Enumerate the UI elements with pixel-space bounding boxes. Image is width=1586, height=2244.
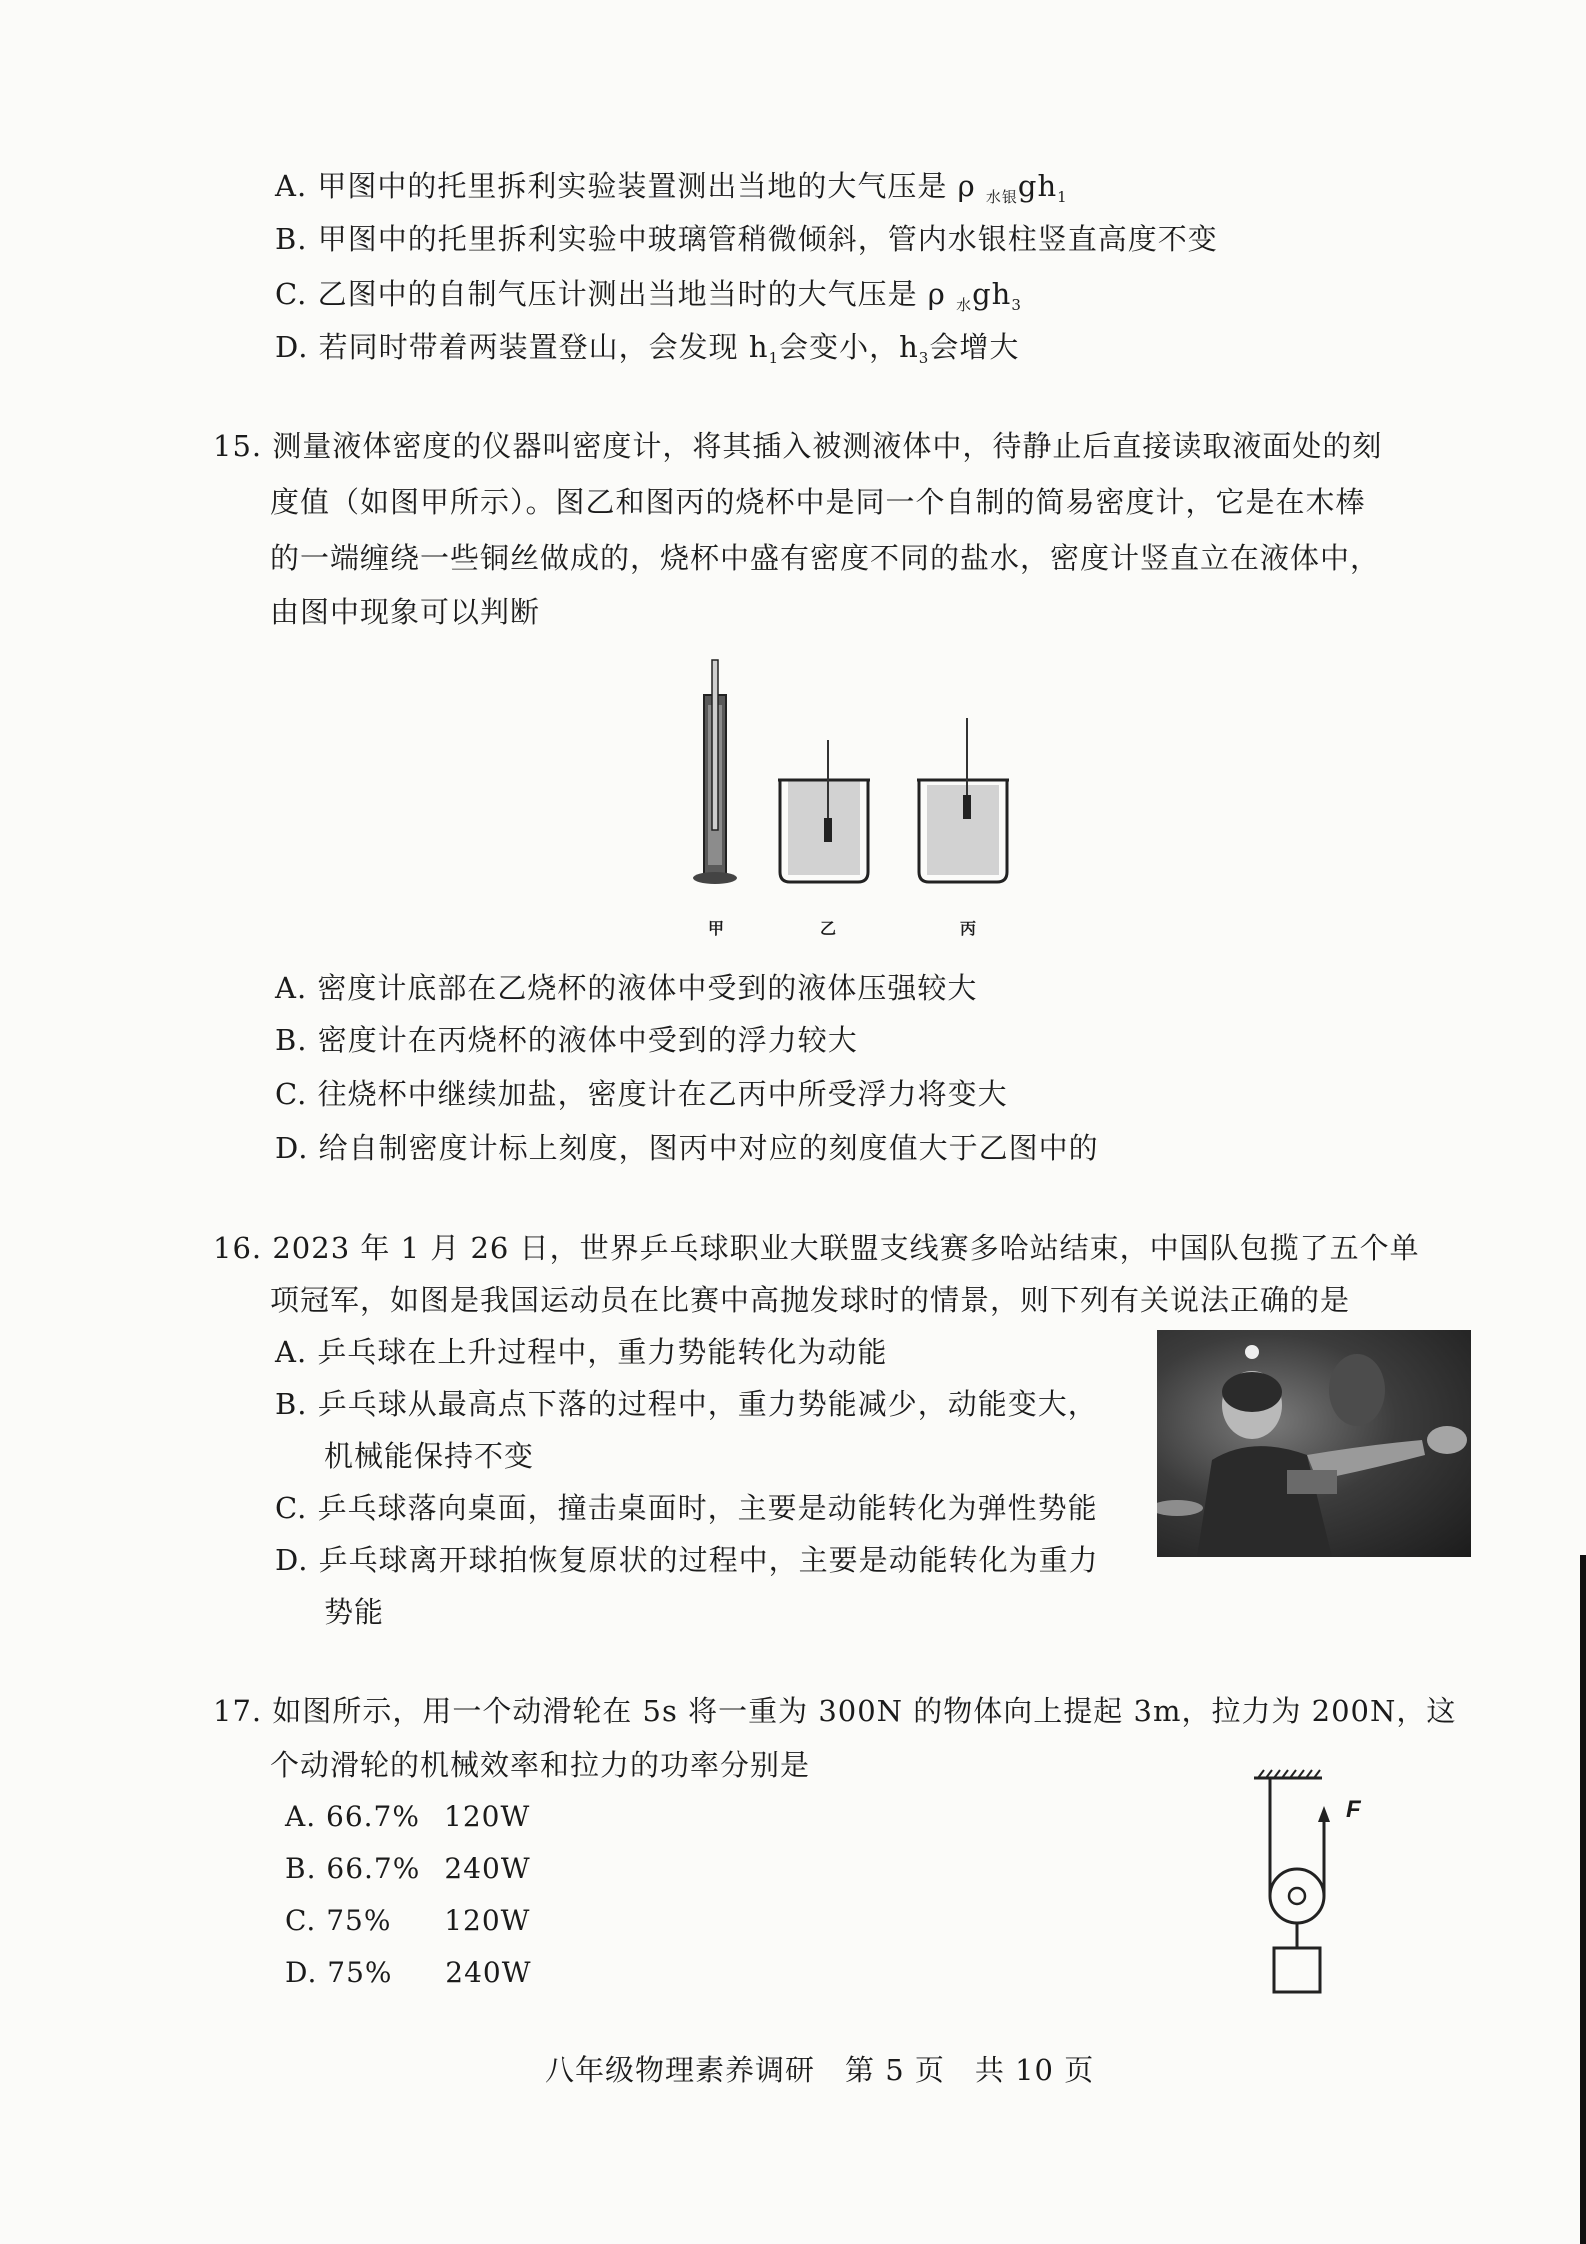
athlete-silhouette-icon <box>1157 1330 1471 1557</box>
q16-option-d-cont: 势能 <box>324 1595 385 1629</box>
q17-option-a <box>285 1797 530 1837</box>
q15-stem-line-1: 15. 测量液体密度的仪器叫密度计，将其插入被测液体中，待静止后直接读取液面处的刻 <box>213 429 1383 463</box>
q17-option-d-eff: 75% <box>327 1956 393 1989</box>
q15-option-d: D. 给自制密度计标上刻度，图丙中对应的刻度值大于乙图中的 <box>275 1131 1099 1165</box>
graduated-cylinder <box>693 660 737 884</box>
q14-option-c-suffix: gh <box>972 277 1012 311</box>
q14-option-c-sub: 水 <box>956 296 973 314</box>
q17-option-d-letter: D. <box>285 1956 318 1989</box>
q17-option-c-letter: C. <box>285 1904 317 1937</box>
q15-option-b: B. 密度计在丙烧杯的液体中受到的浮力较大 <box>275 1023 858 1057</box>
q14-option-a-sub2: 1 <box>1057 188 1068 206</box>
q16-option-a: A. 乒乓球在上升过程中，重力势能转化为动能 <box>275 1335 888 1369</box>
figure-label-bing: 丙 <box>960 919 977 938</box>
q17-option-a-eff: 66.7% <box>326 1800 420 1833</box>
q17-option-a-letter: A. <box>285 1800 317 1833</box>
q17-option-b <box>285 1849 531 1889</box>
q14-option-a <box>275 166 1068 211</box>
q14-option-d-p3: 会增大 <box>929 330 1020 364</box>
q14-option-c <box>275 274 1022 319</box>
force-label: F <box>1346 1796 1361 1823</box>
q16-stem-line-1: 16. 2023 年 1 月 26 日，世界乒乓球职业大联盟支线赛多哈站结束，中国队包揽了五个单 <box>213 1231 1420 1265</box>
q15-stem-line-2: 度值（如图甲所示）。图乙和图丙的烧杯中是同一个自制的简易密度计，它是在木棒 <box>270 485 1366 519</box>
q17-option-b-eff: 66.7% <box>326 1852 421 1885</box>
beaker-yi <box>778 740 870 882</box>
q17-stem-line-1: 17. 如图所示，用一个动滑轮在 5s 将一重为 300N 的物体向上提起 3m，拉力为 200N，这 <box>213 1694 1457 1728</box>
scan-edge <box>1580 1555 1586 2244</box>
figure-label-jia: 甲 <box>708 919 725 938</box>
q14-option-c-sub2: 3 <box>1011 296 1022 314</box>
q14-option-d-p1: D. 若同时带着两装置登山，会发现 h <box>275 330 769 364</box>
q14-option-a-text: A. 甲图中的托里拆利实验装置测出当地的大气压是 ρ <box>275 169 986 203</box>
q17-option-c-power: 120W <box>444 1904 531 1937</box>
q17-option-d-power: 240W <box>445 1956 532 1989</box>
q14-option-b: B. 甲图中的托里拆利实验中玻璃管稍微倾斜，管内水银柱竖直高度不变 <box>275 222 1218 256</box>
force-arrow-icon <box>1318 1806 1330 1822</box>
q14-option-a-sub: 水银 <box>985 188 1018 206</box>
q14-option-a-suffix: gh <box>1017 169 1058 203</box>
q14-option-c-text: C. 乙图中的自制气压计测出当地当时的大气压是 ρ <box>275 277 957 311</box>
q17-stem-line-2: 个动滑轮的机械效率和拉力的功率分别是 <box>270 1748 811 1782</box>
q16-option-c: C. 乒乓球落向桌面，撞击桌面时，主要是动能转化为弹性势能 <box>275 1491 1098 1525</box>
q15-stem-line-4: 由图中现象可以判断 <box>270 595 541 629</box>
q15-stem-line-3: 的一端缠绕一些铜丝做成的，烧杯中盛有密度不同的盐水，密度计竖直立在液体中， <box>270 541 1381 575</box>
figure-label-yi: 乙 <box>820 919 837 938</box>
page-footer: 八年级物理素养调研 第 5 页 共 10 页 <box>545 2053 1095 2087</box>
table-tennis-photo <box>1157 1330 1471 1557</box>
q16-option-d: D. 乒乓球离开球拍恢复原状的过程中，主要是动能转化为重力 <box>275 1543 1099 1577</box>
q14-option-d-p2: 会变小，h <box>779 330 919 364</box>
q15-option-c: C. 往烧杯中继续加盐，密度计在乙丙中所受浮力将变大 <box>275 1077 1008 1111</box>
q14-option-d <box>275 327 1019 372</box>
q17-option-d <box>285 1953 532 1993</box>
hydrometer-figure <box>690 650 1030 910</box>
q17-option-b-letter: B. <box>285 1852 317 1885</box>
q17-option-c <box>285 1901 530 1941</box>
q17-option-b-power: 240W <box>444 1852 531 1885</box>
q14-option-d-s2: 3 <box>918 349 930 367</box>
q17-option-c-eff: 75% <box>326 1904 392 1937</box>
beaker-bing <box>917 718 1009 882</box>
q17-option-a-power: 120W <box>444 1800 531 1833</box>
q15-option-a: A. 密度计底部在乙烧杯的液体中受到的液体压强较大 <box>275 971 978 1005</box>
q16-stem-line-2: 项冠军，如图是我国运动员在比赛中高抛发球时的情景，则下列有关说法正确的是 <box>270 1283 1351 1317</box>
q14-option-d-s1: 1 <box>768 349 780 367</box>
q16-option-b: B. 乒乓球从最高点下落的过程中，重力势能减少，动能变大， <box>275 1387 1098 1421</box>
q16-option-b-cont: 机械能保持不变 <box>324 1439 535 1473</box>
